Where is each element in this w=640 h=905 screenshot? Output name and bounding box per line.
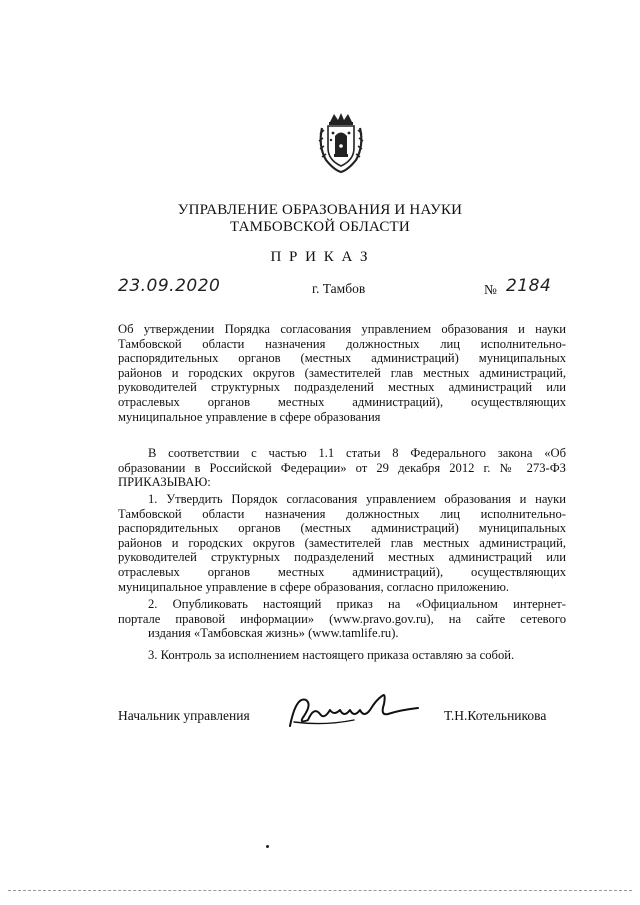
organization-name-line2: ТАМБОВСКОЙ ОБЛАСТИ xyxy=(230,219,410,235)
body-line: отраслевых органов местных администраций), осуществляющих xyxy=(118,564,566,579)
body-line: портале правовой информации» (www.pravo.gov.ru), на сайте сетевого xyxy=(118,611,566,626)
subject-line: Тамбовской области назначения должностных лиц исполнительно- xyxy=(118,336,566,351)
signatory-name: Т.Н.Котельникова xyxy=(444,708,547,723)
ink-dot xyxy=(266,845,269,848)
subject-line: руководителей структурных подразделений местных администраций или xyxy=(118,380,566,395)
coat-of-arms-icon xyxy=(316,112,366,174)
body-line: В соответствии с частью 1.1 статьи 8 Федерального закона «Об xyxy=(148,446,566,460)
subject-line: районов и городских округов (заместителей глав местных администраций, xyxy=(118,365,566,380)
subject-line: отраслевых органов местных администраций), осуществляющих xyxy=(118,394,566,409)
city-name: г. Тамбов xyxy=(312,281,366,296)
document-type-title: П Р И К А З xyxy=(270,249,370,265)
order-date: 23.09.2020 xyxy=(118,276,221,296)
body-line: издания «Тамбовская жизнь» (www.tamlife.ru). xyxy=(148,626,399,641)
body-line: муниципальное управление в сфере образования, согласно приложению. xyxy=(118,579,510,594)
item-3 xyxy=(118,648,566,663)
handwritten-signature-icon xyxy=(284,686,424,732)
body-line: образовании в Российской Федерации» от 29 декабря 2012 г. № 273-ФЗ xyxy=(118,460,566,475)
organization-name-line1: УПРАВЛЕНИЕ ОБРАЗОВАНИЯ И НАУКИ xyxy=(177,202,463,218)
signatory-position: Начальник управления xyxy=(118,708,250,723)
subject-line: муниципальное управление в сфере образования xyxy=(118,409,381,424)
body-line: 3. Контроль за исполнением настоящего приказа оставляю за собой. xyxy=(148,648,515,662)
order-number-prefix: № xyxy=(484,282,497,297)
body-line: районов и городских округов (заместителей глав местных администраций, xyxy=(118,535,566,550)
subject-line: распорядительных органов (местных администраций) муниципальных xyxy=(118,351,566,366)
body-line: руководителей структурных подразделений местных администраций или xyxy=(118,550,566,565)
order-number: 2184 xyxy=(506,276,552,296)
page-bottom-edge xyxy=(8,890,632,891)
item-2 xyxy=(118,597,566,641)
body-line: 1. Утвердить Порядок согласования управлением образования и науки xyxy=(148,492,566,506)
body-line: распорядительных органов (местных администраций) муниципальных xyxy=(118,521,566,536)
subject-block xyxy=(118,322,566,424)
subject-line: Об утверждении Порядка согласования управлением образования и науки xyxy=(118,322,566,336)
body-intro xyxy=(118,446,566,490)
item-1 xyxy=(118,492,566,594)
body-line: ПРИКАЗЫВАЮ: xyxy=(118,475,211,490)
body-line: Тамбовской области назначения должностных лиц исполнительно- xyxy=(118,506,566,521)
body-line: 2. Опубликовать настоящий приказ на «Официальном интернет- xyxy=(148,597,566,611)
